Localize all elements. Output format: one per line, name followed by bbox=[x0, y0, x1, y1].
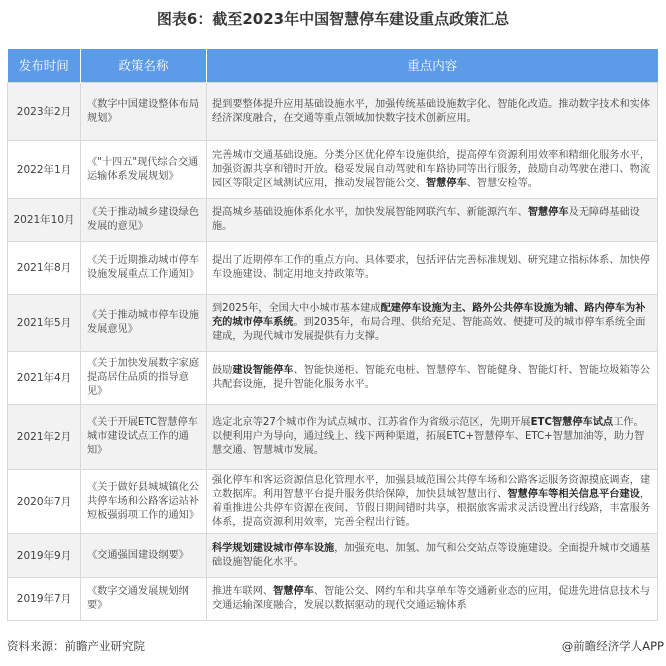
table-body bbox=[8, 83, 658, 621]
cell-policy-name: 《关于推动城市停车设施发展意见》 bbox=[81, 295, 207, 352]
content-text: 、智慧安检等。 bbox=[466, 177, 538, 189]
cell-key-content bbox=[207, 83, 658, 141]
highlight-text: 智慧停车等相关信息平台建设 bbox=[507, 488, 640, 500]
table-row bbox=[8, 199, 658, 242]
table-row bbox=[8, 295, 658, 352]
header-date: 发布时间 bbox=[8, 49, 81, 83]
content-text: 鼓励 bbox=[212, 365, 233, 376]
cell-policy-name: 《"十四五"现代综合交通运输体系发展规划》 bbox=[81, 141, 207, 199]
cell-key-content bbox=[207, 199, 658, 242]
cell-key-content bbox=[207, 405, 658, 470]
content-text: 工作。以便利用户为导向，通过线上、线下两种渠道，拓展ETC+智慧停车、ETC+智慧加油等，助力智慧交通、智慧城市发展。 bbox=[212, 417, 645, 456]
cell-key-content bbox=[207, 534, 658, 578]
cell-policy-name: 《数字交通发展规划纲要》 bbox=[81, 578, 207, 621]
content-text: 选定北京等27个城市作为试点城市、江苏省作为省级示范区，先期开展 bbox=[212, 417, 531, 428]
source-note: 资料来源：前瞻产业研究院 bbox=[7, 639, 145, 653]
content-text: 推进车联网、 bbox=[212, 586, 274, 597]
cell-policy-name: 《关于做好县城城镇化公共停车场和公路客运站补短板强弱项工作的通知》 bbox=[81, 470, 207, 534]
highlight-text: 科学规划建设城市停车设施 bbox=[212, 542, 335, 554]
table-row bbox=[8, 83, 658, 141]
cell-policy-name: 《关于推动城乡建设绿色发展的意见》 bbox=[81, 199, 207, 242]
cell-date: 2023年2月 bbox=[8, 83, 81, 141]
cell-key-content bbox=[207, 295, 658, 352]
content-text: 到2025年，全国大中小城市基本建成 bbox=[212, 303, 381, 314]
cell-date: 2021年2月 bbox=[8, 405, 81, 470]
cell-date: 2022年1月 bbox=[8, 141, 81, 199]
cell-date: 2021年10月 bbox=[8, 199, 81, 242]
cell-policy-name: 《关于加快发展数字家庭提高居住品质的指导意见》 bbox=[81, 352, 207, 405]
highlight-text: 配建停车设施为主、路外公共停车设施为辅、路内停车为补充的城市停车系统 bbox=[212, 303, 646, 328]
content-text: 、智能快递柜、智能充电桩、智慧停车、智能健身、智能灯杆、智能垃圾箱等公共配套设施，提升智能化服务水平。 bbox=[212, 365, 651, 390]
table-row bbox=[8, 534, 658, 578]
chart-title: 图表6：截至2023年中国智慧停车建设重点政策汇总 bbox=[156, 10, 510, 28]
content-text: 及无障碍基础设施。 bbox=[212, 207, 640, 232]
credit-note: @前瞻经济学人APP bbox=[561, 639, 664, 653]
content-text: 提出了近期停车工作的重点方向、具体要求，包括评估完善标准规划、研究建立指标体系、加快停车设施建设、制定用地支持政策等。 bbox=[212, 255, 651, 280]
table-row bbox=[8, 470, 658, 534]
table-row bbox=[8, 405, 658, 470]
cell-policy-name: 《交通强国建设纲要》 bbox=[81, 534, 207, 578]
cell-date: 2021年4月 bbox=[8, 352, 81, 405]
content-text: 、智能公交、网约车和共享单车等交通新业态的应用，促进先进信息技术与交通运输深度融合，发展以数据驱动的现代交通运输体系 bbox=[212, 586, 651, 611]
table-row bbox=[8, 352, 658, 405]
table-row bbox=[8, 141, 658, 199]
policy-table bbox=[7, 49, 658, 621]
table-header-row bbox=[8, 49, 658, 83]
cell-date: 2019年9月 bbox=[8, 534, 81, 578]
cell-key-content bbox=[207, 242, 658, 295]
content-text: ，加强充电、加氢、加气和公交站点等设施建设。全面提升城市交通基础设施智能化水平。 bbox=[212, 542, 651, 568]
content-text: 提到要整体提升应用基础设施水平，加强传统基础设施数字化、智能化改造。推动数字技术和实体经济深度融合，在交通等重点领域加快数字技术创新应用。 bbox=[212, 98, 651, 124]
header-policy-name: 政策名称 bbox=[81, 49, 207, 83]
cell-key-content bbox=[207, 578, 658, 621]
cell-policy-name: 《关于近期推动城市停车设施发展重点工作通知》 bbox=[81, 242, 207, 295]
table-row bbox=[8, 242, 658, 295]
highlight-text: ETC智慧停车试点 bbox=[530, 417, 614, 428]
highlight-text: 智慧停车 bbox=[425, 177, 467, 189]
content-text: ，着重推进公共停车资源在夜间、节假日期间错时共享，根据旅客需求灵活设置出行线路，丰富服务体系，提高资源利用效率，完善全程出行链。 bbox=[212, 488, 651, 528]
cell-date: 2021年8月 bbox=[8, 242, 81, 295]
cell-key-content bbox=[207, 141, 658, 199]
cell-policy-name: 《关于开展ETC智慧停车城市建设试点工作的通知》 bbox=[81, 405, 207, 470]
content-text: 强化停车和客运资源信息化管理水平，加强县域范围公共停车场和公路客运服务资源摸底调查，建立数据库。利用智慧平台提升服务供给保障，加快县域智慧出行、 bbox=[212, 474, 651, 500]
content-text: 完善城市交通基础设施。分类分区优化停车设施供给，提高停车资源利用效率和精细化服务水平，加强资源共享和错时开放。稳妥发展自动驾驶和车路协同等出行服务，鼓励自动驾驶在港口、物流园区等限定区域测试应用，推动发展智能公交、 bbox=[212, 149, 651, 189]
content-text: 提高城乡基础设施体系化水平，加快发展智能网联汽车、新能源汽车、 bbox=[212, 207, 528, 218]
highlight-text: 智慧停车 bbox=[527, 207, 569, 218]
cell-date: 2019年7月 bbox=[8, 578, 81, 621]
highlight-text: 智慧停车 bbox=[273, 586, 314, 597]
cell-policy-name: 《数字中国建设整体布局规划》 bbox=[81, 83, 207, 141]
cell-date: 2020年7月 bbox=[8, 470, 81, 534]
cell-date: 2021年5月 bbox=[8, 295, 81, 352]
cell-key-content bbox=[207, 352, 658, 405]
content-text: 。到2035年，布局合理、供给充足、智能高效、便捷可及的城市停车系统全面建成，为现代城市发展提供有力支撑。 bbox=[212, 317, 646, 342]
header-key-content: 重点内容 bbox=[207, 49, 658, 83]
cell-key-content bbox=[207, 470, 658, 534]
table-row bbox=[8, 578, 658, 621]
highlight-text: 建设智能停车 bbox=[232, 365, 294, 376]
